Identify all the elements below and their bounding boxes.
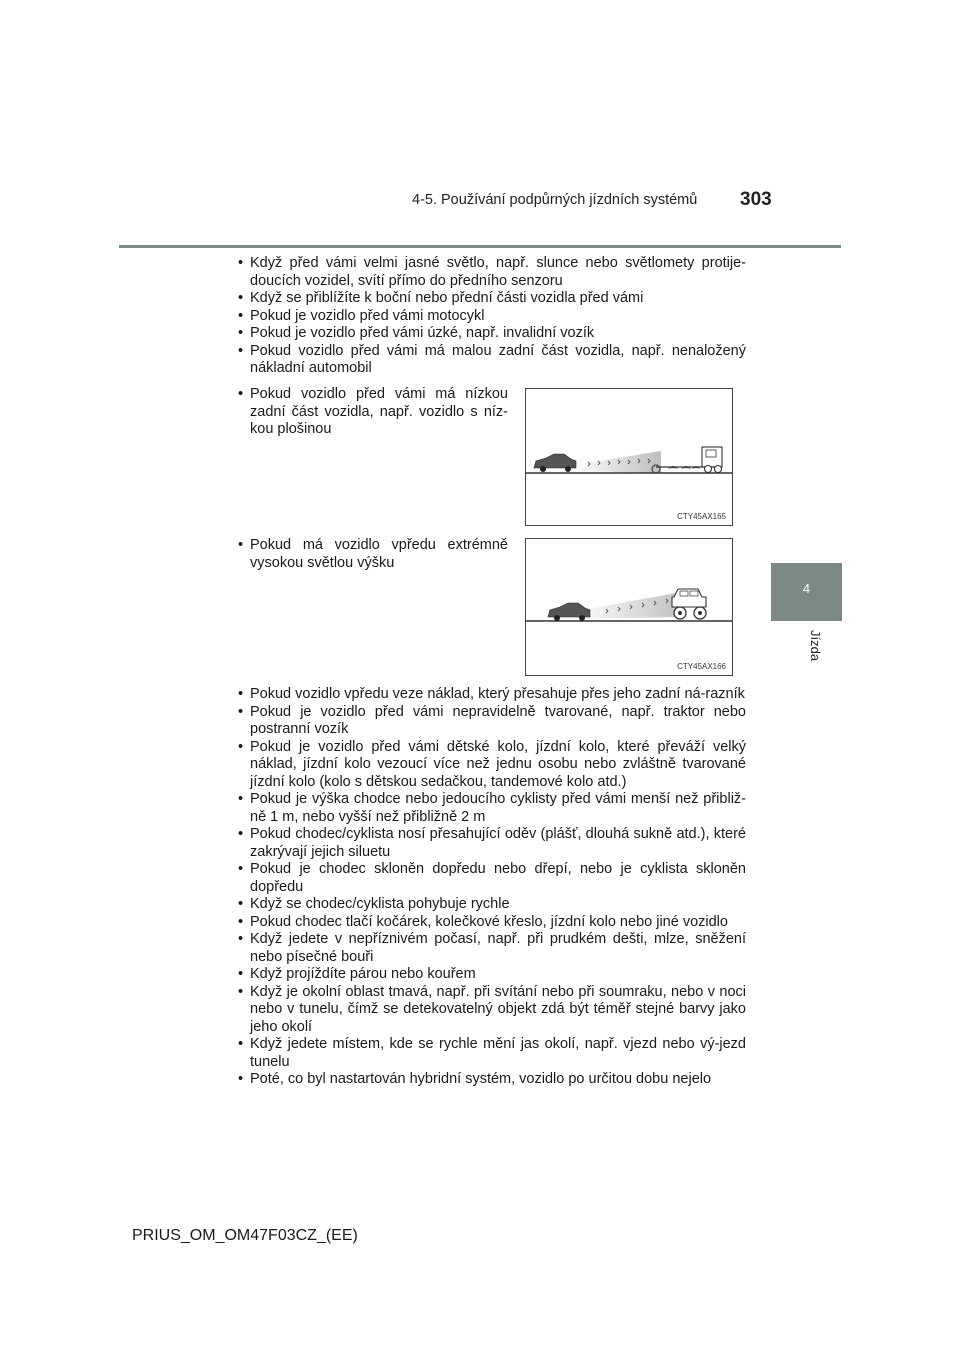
list-item: • Pokud vozidlo před vámi má nízkou zadní část vozidla, např. vozidlo s níz-kou plošinou — [238, 386, 508, 439]
section-title: 4-5. Používání podpůrných jízdních systémů — [412, 192, 698, 208]
list-item: • Když se přiblížíte k boční nebo přední části vozidla před vámi — [238, 290, 746, 308]
figure-code: CTY45AX165 — [677, 512, 726, 521]
list-item: • Pokud je vozidlo před vámi dětské kolo, jízdní kolo, které převáží velký náklad, jízdní kolo vezoucí více než jednu osobu nebo zvláštně tvarované jízdní kolo (kolo s dětskou sedačkou, tandemové kolo atd.) — [238, 739, 746, 792]
figure-code: CTY45AX166 — [677, 662, 726, 671]
list-item: • Pokud vozidlo vpředu veze náklad, který přesahuje přes jeho zadní ná-razník — [238, 686, 746, 704]
list-item: • Pokud je vozidlo před vámi nepravidelně tvarované, např. traktor nebo postranní vozík — [238, 704, 746, 739]
list-item: • Když projíždíte párou nebo kouřem — [238, 966, 746, 984]
list-item: • Pokud je vozidlo před vámi úzké, např. invalidní vozík — [238, 325, 746, 343]
list-item: • Pokud chodec tlačí kočárek, kolečkové křeslo, jízdní kolo nebo jiné vozidlo — [238, 914, 746, 932]
list-item: • Pokud vozidlo před vámi má malou zadní část vozidla, např. nenaložený nákladní automobil — [238, 343, 746, 378]
list-item: • Když před vámi velmi jasné světlo, např. slunce nebo světlomety protije-doucích vozidel, svítí přímo do předního senzoru — [238, 255, 746, 290]
list-item: • Pokud má vozidlo vpředu extrémně vysokou světlou výšku — [238, 537, 508, 572]
list-item: • Když je okolní oblast tmavá, např. při svítání nebo při soumraku, nebo v noci nebo v tunelu, čímž se detekovatelný objekt zdá být téměř stejné barvy jako jeho okolí — [238, 984, 746, 1037]
list-item: • Když jedete místem, kde se rychle mění jas okolí, např. vjezd nebo vý-jezd tunelu — [238, 1036, 746, 1071]
page-number: 303 — [740, 189, 772, 210]
chapter-number: 4 — [802, 581, 811, 596]
car-icon — [548, 603, 590, 621]
list-item: • Pokud chodec/cyklista nosí přesahující oděv (plášť, dlouhá sukně atd.), které zakrývají jejich siluetu — [238, 826, 746, 861]
high-clearance-illustration — [526, 539, 732, 675]
figure-low-truck — [525, 388, 733, 526]
figure2-caption-list — [238, 537, 508, 572]
chapter-tab — [771, 563, 842, 621]
conditions-list-bottom — [238, 686, 746, 1089]
list-item: • Pokud je chodec skloněn dopředu nebo dřepí, nebo je cyklista skloněn dopředu — [238, 861, 746, 896]
sensor-beam — [574, 451, 661, 473]
truck-icon — [656, 447, 722, 473]
list-item: • Poté, co byl nastartován hybridní systém, vozidlo po určitou dobu nejelo — [238, 1071, 746, 1089]
list-item: • Když se chodec/cyklista pohybuje rychle — [238, 896, 746, 914]
conditions-list-top — [238, 255, 746, 378]
chapter-label: Jízda — [808, 630, 823, 662]
figure-high-clearance — [525, 538, 733, 676]
list-item: • Pokud je výška chodce nebo jedoucího cyklisty před vámi menší než přibliž-ně 1 m, nebo vyšší než přibližně 2 m — [238, 791, 746, 826]
high-clearance-vehicle-icon — [672, 589, 706, 619]
document-code: PRIUS_OM_OM47F03CZ_(EE) — [132, 1227, 358, 1244]
list-item: • Když jedete v nepříznivém počasí, např. při prudkém dešti, mlze, sněžení nebo písečné bouři — [238, 931, 746, 966]
sensor-beam — [576, 593, 676, 619]
low-truck-illustration — [526, 389, 732, 525]
header-divider — [119, 245, 841, 248]
figure1-caption-list — [238, 386, 508, 439]
car-icon — [534, 454, 576, 472]
list-item: • Pokud je vozidlo před vámi motocykl — [238, 308, 746, 326]
